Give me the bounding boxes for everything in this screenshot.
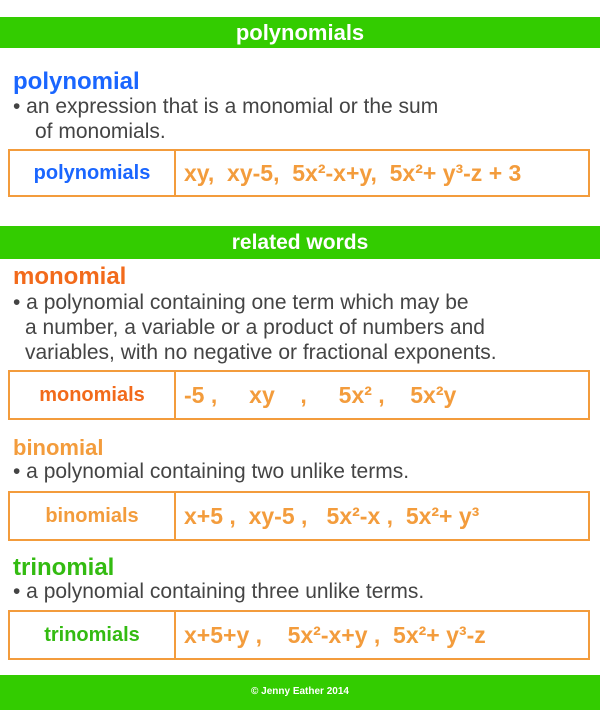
polynomial-example-box	[8, 149, 590, 197]
copyright-text: © Jenny Eather 2014	[251, 686, 349, 697]
related-words-bar	[0, 226, 600, 259]
binomial-examples: x+5 , xy-5 , 5x²-x , 5x²+ y³	[184, 502, 480, 529]
polynomial-example-label: polynomials	[10, 151, 176, 195]
binomial-example-box	[8, 491, 590, 541]
binomial-example-label: binomials	[10, 493, 176, 539]
polynomial-definition-line2: of monomials.	[35, 120, 166, 143]
polynomial-heading: polynomial	[13, 68, 140, 95]
footer-bar	[0, 675, 600, 710]
monomial-heading: monomial	[13, 263, 127, 290]
trinomial-example-box	[8, 610, 590, 660]
binomial-heading: binomial	[13, 435, 104, 460]
monomial-definition-line3: variables, with no negative or fractional exponents.	[25, 341, 497, 364]
page-title: polynomials	[235, 20, 365, 45]
trinomial-heading: trinomial	[13, 554, 115, 581]
monomial-examples: -5 , xy , 5x² , 5x²y	[184, 381, 457, 408]
monomial-example-box	[8, 370, 590, 420]
trinomial-definition: • a polynomial containing three unlike terms.	[13, 580, 425, 603]
monomial-definition-line2: a number, a variable or a product of numbers and	[25, 316, 485, 339]
title-bar	[0, 17, 600, 48]
related-words-title: related words	[231, 231, 369, 254]
polynomial-definition-line1: • an expression that is a monomial or the sum	[13, 95, 439, 118]
monomial-example-label: monomials	[10, 372, 176, 418]
polynomial-examples: xy, xy-5, 5x²-x+y, 5x²+ y³-z + 3	[184, 159, 522, 186]
monomial-definition-line1: • a polynomial containing one term which may be	[13, 291, 469, 314]
binomial-definition: • a polynomial containing two unlike terms.	[13, 460, 410, 483]
trinomial-example-label: trinomials	[10, 612, 176, 658]
trinomial-examples: x+5+y , 5x²-x+y , 5x²+ y³-z	[184, 621, 486, 648]
